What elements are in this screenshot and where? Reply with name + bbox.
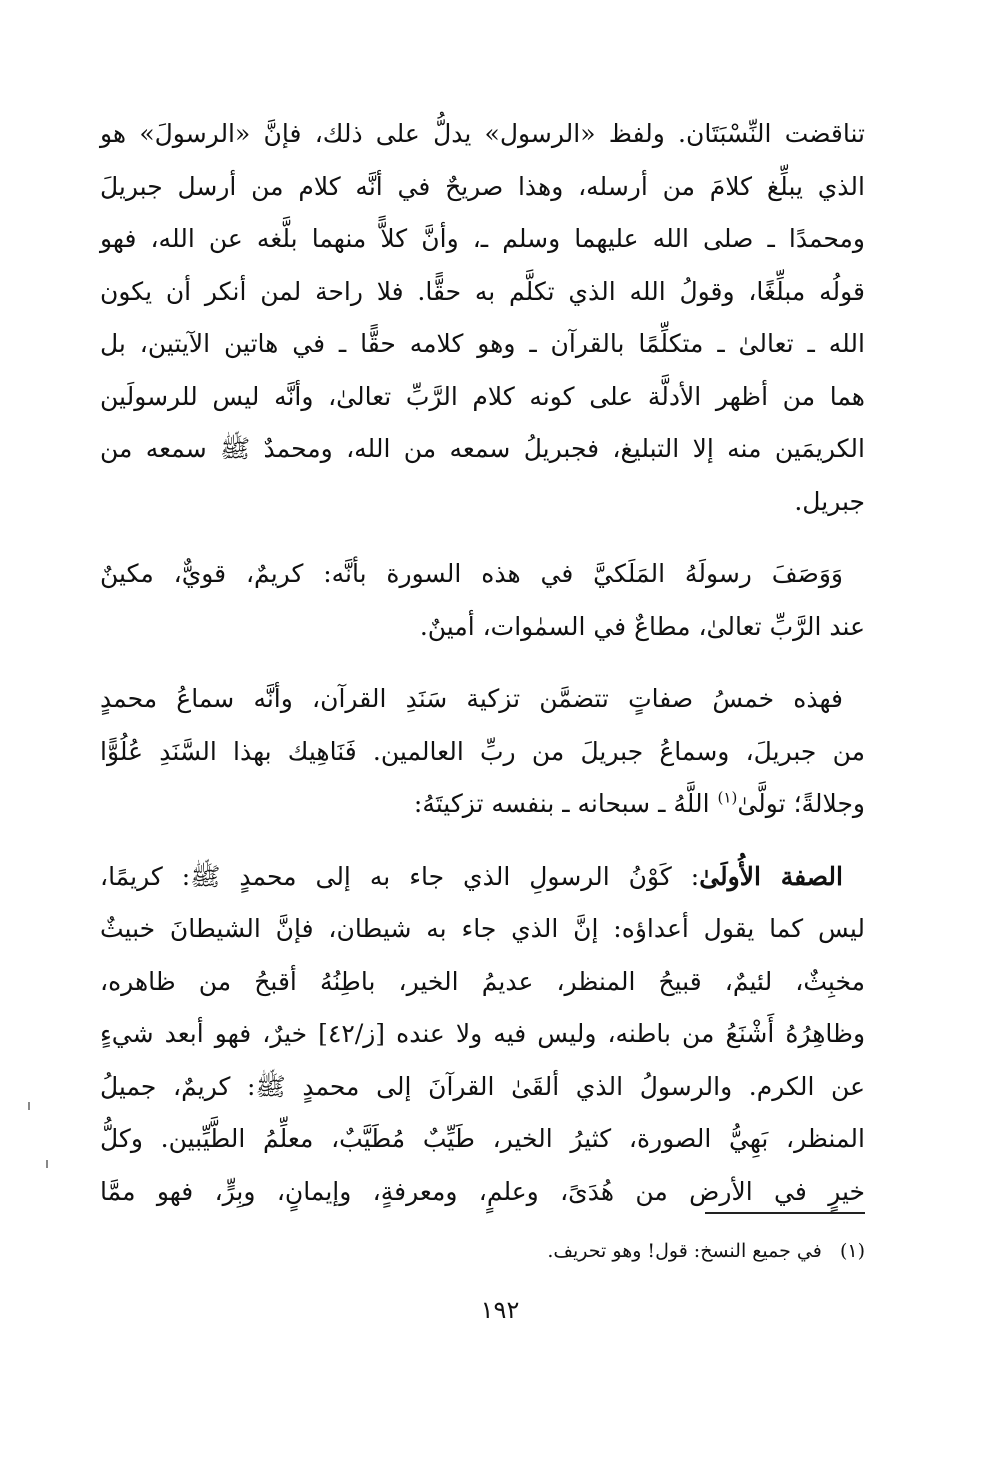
paragraph-2 bbox=[100, 548, 865, 653]
text-line: قولُه مبلِّغًا، وقولُ الله الذي تكلَّم به حقًّا. فلا راحة لمن أنكر أن يكون bbox=[100, 276, 865, 306]
text-line: وظاهِرُهُ أَشْنَعُ من باطنه، وليس فيه ولا عنده [ز/٤٢] خيرٌ، فهو أبعد شيءٍ bbox=[100, 1019, 866, 1048]
text-line: الذي يبلِّغ كلامَ من أرسله، وهذا صريحٌ في أنَّه كلام من أرسل جبريلَ bbox=[100, 171, 865, 201]
text-line: عن الكرم. والرسولُ الذي ألقَىٰ القرآنَ إلى محمدٍ ﷺ: كريمٌ، جميلُ bbox=[100, 1071, 865, 1101]
footnote bbox=[300, 1236, 865, 1266]
scan-mark bbox=[46, 1160, 48, 1168]
text-line: هما من أظهر الأدلَّة على كونه كلام الرَّبِّ تعالىٰ، وأنَّه ليس للرسولَين bbox=[100, 381, 865, 411]
text-fragment: اللَّهُ ـ سبحانه ـ بنفسه تزكيتَهُ: bbox=[413, 789, 710, 818]
footnote-marker: (١) bbox=[839, 1240, 865, 1262]
text-line: ليس كما يقول أعداؤه: إنَّ الذي جاء به شيطان، فإنَّ الشيطانَ خبيثٌ bbox=[100, 914, 865, 943]
text-line: المنظر، بَهِيُّ الصورة، كثيرُ الخير، طَيِّبٌ مُطَيَّبٌ، معلِّمُ الطَّيِّبين. وكلُّ bbox=[100, 1124, 865, 1153]
text-line bbox=[100, 778, 865, 831]
footnote-text: في جميع النسخ: قول! وهو تحريف. bbox=[547, 1240, 822, 1262]
footnote-reference[interactable]: (١) bbox=[717, 788, 738, 807]
text-line: جبريل. bbox=[794, 486, 865, 516]
text-fragment: : كَوْنُ الرسولِ الذي جاء به إلى محمدٍ ﷺ: كريمًا، bbox=[100, 861, 700, 891]
footnote-divider bbox=[705, 1212, 865, 1214]
text-line: فهذه خمسُ صفاتٍ تتضمَّن تزكية سَنَدِ القرآن، وأنَّه سماعُ محمدٍ bbox=[100, 684, 843, 713]
text-line: من جبريلَ، وسماعُ جبريلَ من ربِّ العالمين. فَنَاهِيك بهذا السَّنَدِ عُلُوًّا bbox=[100, 736, 865, 766]
scan-mark bbox=[28, 1102, 30, 1110]
text-line: الله ـ تعالىٰ ـ متكلِّمًا بالقرآن ـ وهو كلامه حقًّا ـ في هاتين الآيتين، بل bbox=[100, 329, 865, 358]
text-line: الكريمَين منه إلا التبليغ، فجبريلُ سمعه من الله، ومحمدٌ ﷺ سمعه من bbox=[100, 434, 865, 463]
paragraph-1 bbox=[100, 108, 865, 528]
text-line: خيرٍ في الأرض من هُدَىً، وعلمٍ، ومعرفةٍ، وإيمانٍ، وبِرٍّ، فهو ممَّا bbox=[100, 1176, 865, 1206]
text-line: مخبِثٌ، لئيمٌ، قبيحُ المنظر، عديمُ الخير، باطِنُهُ أقبحُ من ظاهره، bbox=[100, 966, 865, 996]
paragraph-3 bbox=[100, 673, 865, 831]
page-number: ١٩٢ bbox=[480, 1296, 520, 1324]
text-line: عند الرَّبِّ تعالىٰ، مطاعٌ في السمٰوات، أمينٌ. bbox=[419, 611, 865, 641]
text-line: ومحمدًا ـ صلى الله عليهما وسلم ـ، وأنَّ كلاًّ منهما بلَّغه عن الله، فهو bbox=[100, 224, 865, 253]
paragraph-4 bbox=[100, 851, 865, 1219]
text-line bbox=[100, 851, 865, 904]
main-text bbox=[100, 108, 865, 1218]
section-heading: الصفة الأُولَىٰ bbox=[699, 861, 843, 891]
text-fragment: وجلالةً؛ تولَّىٰ bbox=[737, 789, 865, 818]
text-line: وَوَصَفَ رسولَهُ المَلَكيَّ في هذه السورة بأنَّه: كريمٌ، قويٌّ، مكينٌ bbox=[100, 559, 843, 588]
text-line: تناقضت النِّسْبَتَان. ولفظ «الرسول» يدلُّ على ذلك، فإنَّ «الرسولَ» هو bbox=[100, 119, 865, 148]
